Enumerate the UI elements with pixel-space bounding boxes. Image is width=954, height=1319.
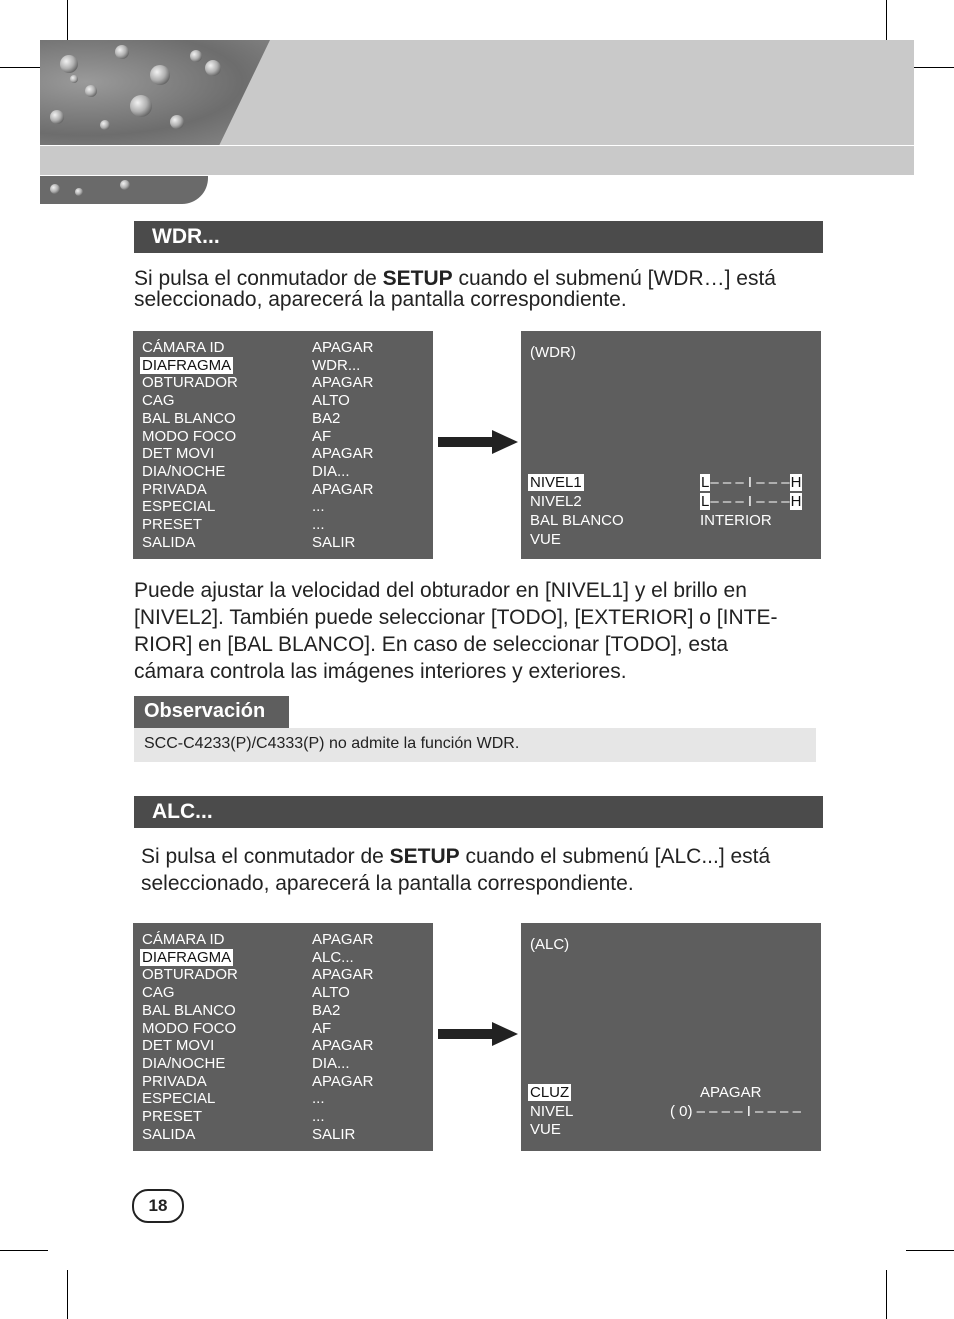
osd-main-menu-wdr bbox=[133, 331, 433, 559]
menu-item-label bbox=[142, 445, 214, 463]
menu-item-label bbox=[142, 931, 225, 949]
menu-item-label bbox=[142, 428, 236, 446]
crop-mark bbox=[67, 1270, 68, 1319]
menu-item-value: AF bbox=[312, 1019, 332, 1037]
intro-text: cuando el submenú [ALC...] está bbox=[459, 845, 771, 868]
screen-title: (WDR) bbox=[530, 344, 576, 361]
osd-main-menu-alc bbox=[133, 923, 433, 1151]
setup-keyword: SETUP bbox=[389, 845, 460, 868]
menu-item-value: APAGAR bbox=[312, 1037, 374, 1055]
menu-label-text: CÁMARA ID bbox=[142, 931, 225, 948]
slider-track: – – – I – – – bbox=[710, 474, 790, 491]
menu-item-value: SALIR bbox=[312, 533, 356, 551]
section-title: WDR... bbox=[152, 225, 220, 248]
menu-label-text: BAL BLANCO bbox=[142, 1001, 236, 1019]
menu-item-value: ... bbox=[312, 1090, 325, 1108]
menu-item-value: BA2 bbox=[312, 1001, 341, 1019]
menu-label-text: CAG bbox=[142, 392, 175, 410]
osd-wdr-screen bbox=[521, 331, 821, 559]
row-label: BAL BLANCO bbox=[530, 512, 624, 529]
menu-item-value: WDR... bbox=[312, 356, 361, 374]
menu-item-value: APAGAR bbox=[312, 374, 374, 392]
paragraph-line: RIOR] en [BAL BLANCO]. En caso de seleccionar [TODO], esta bbox=[134, 633, 729, 656]
screen-row-vue bbox=[530, 531, 561, 549]
crop-mark bbox=[0, 1250, 48, 1251]
screen-row-vue bbox=[530, 1121, 561, 1139]
slider-high-label: H bbox=[790, 474, 802, 491]
observation-title: Observación bbox=[144, 700, 266, 722]
menu-item-value: ALTO bbox=[312, 392, 350, 410]
menu-item-label bbox=[142, 984, 175, 1002]
menu-item-label bbox=[142, 481, 207, 499]
row-label: CLUZ bbox=[530, 1084, 570, 1101]
screen-row-nivel2 bbox=[530, 493, 582, 511]
menu-item-value: APAGAR bbox=[312, 1072, 374, 1090]
menu-label-text: DIAFRAGMA bbox=[142, 356, 232, 374]
menu-label-text: SALIDA bbox=[142, 533, 196, 551]
page-number: 18 bbox=[132, 1189, 184, 1223]
slider-high-label: H bbox=[790, 493, 802, 510]
menu-label-text: OBTURADOR bbox=[142, 966, 238, 984]
cluz-value: APAGAR bbox=[700, 1084, 762, 1101]
menu-label-text: DET MOVI bbox=[142, 445, 215, 463]
menu-label-text: BAL BLANCO bbox=[142, 409, 236, 427]
menu-item-value: APAGAR bbox=[312, 445, 374, 463]
menu-item-value: DIA... bbox=[312, 1054, 350, 1072]
screen-row-nivel1 bbox=[530, 474, 584, 492]
menu-item-value: ... bbox=[312, 516, 325, 533]
menu-item-label bbox=[142, 410, 236, 428]
menu-item-label bbox=[142, 392, 175, 410]
slider-track: – – – I – – – bbox=[710, 493, 790, 510]
row-label: VUE bbox=[530, 531, 561, 548]
screen-title: (ALC) bbox=[530, 936, 570, 953]
banner-divider bbox=[40, 145, 914, 146]
menu-label-text: DIA/NOCHE bbox=[142, 462, 226, 480]
menu-item-value: ... bbox=[312, 1108, 325, 1125]
menu-item-value: DIA... bbox=[312, 462, 350, 480]
menu-item-label bbox=[142, 1090, 215, 1108]
menu-item-label bbox=[142, 1055, 225, 1073]
menu-label-text: PRESET bbox=[142, 516, 203, 533]
screen-row-nivel bbox=[530, 1103, 573, 1121]
intro-text: seleccionado, aparecerá la pantalla correspondiente. bbox=[134, 288, 627, 311]
menu-item-label bbox=[142, 498, 215, 516]
section-header-alc bbox=[134, 796, 823, 828]
slider-low-label: L bbox=[701, 493, 710, 510]
section-title: ALC... bbox=[152, 800, 213, 823]
menu-item-label bbox=[142, 966, 238, 984]
menu-item-value: APAGAR bbox=[312, 931, 374, 948]
intro-text: cuando el submenú [WDR…] está bbox=[452, 267, 776, 290]
setup-keyword: SETUP bbox=[382, 267, 453, 290]
observation-text: SCC-C4233(P)/C4333(P) no admite la función WDR. bbox=[144, 735, 520, 752]
menu-item-value: APAGAR bbox=[312, 480, 374, 498]
menu-item-label bbox=[142, 339, 225, 357]
menu-label-text: MODO FOCO bbox=[142, 1019, 237, 1037]
row-label: VUE bbox=[530, 1121, 561, 1138]
menu-label-text: PRESET bbox=[142, 1108, 203, 1125]
crop-mark bbox=[906, 1250, 954, 1251]
row-label: NIVEL1 bbox=[530, 474, 582, 491]
bal-blanco-value: INTERIOR bbox=[700, 512, 772, 529]
menu-item-label bbox=[142, 949, 233, 967]
menu-label-text: DIAFRAGMA bbox=[142, 948, 232, 966]
intro-text: seleccionado, aparecerá la pantalla correspondiente. bbox=[141, 872, 634, 895]
menu-label-text: DET MOVI bbox=[142, 1037, 215, 1055]
menu-item-value: SALIR bbox=[312, 1125, 356, 1143]
crop-mark bbox=[886, 1270, 887, 1319]
menu-item-label bbox=[142, 534, 195, 552]
menu-label-text: SALIDA bbox=[142, 1125, 196, 1143]
menu-item-label bbox=[142, 1108, 202, 1126]
row-label: NIVEL2 bbox=[530, 493, 582, 510]
menu-item-value: ... bbox=[312, 498, 325, 516]
screen-row-cluz bbox=[530, 1084, 571, 1102]
slider-low-label: L bbox=[701, 474, 710, 491]
intro-text: Si pulsa el conmutador de bbox=[134, 267, 383, 290]
menu-label-text: ESPECIAL bbox=[142, 1090, 216, 1108]
nivel2-slider bbox=[700, 493, 802, 511]
arrow-right-icon bbox=[438, 1022, 518, 1046]
menu-item-value: AF bbox=[312, 427, 332, 445]
alc-intro-paragraph bbox=[141, 843, 770, 897]
menu-label-text: CAG bbox=[142, 984, 175, 1002]
menu-item-label bbox=[142, 1126, 195, 1144]
observation-box bbox=[134, 728, 816, 762]
menu-item-label bbox=[142, 1020, 236, 1038]
menu-item-value: BA2 bbox=[312, 409, 341, 427]
nivel-slider: ( 0) – – – – I – – – – bbox=[670, 1103, 801, 1120]
arrow-right-icon bbox=[438, 430, 518, 454]
menu-label-text: PRIVADA bbox=[142, 1072, 207, 1090]
row-label: NIVEL bbox=[530, 1103, 574, 1120]
screen-row-bal-blanco bbox=[530, 512, 624, 530]
nivel1-slider bbox=[700, 474, 802, 492]
menu-item-label bbox=[142, 1037, 214, 1055]
menu-label-text: OBTURADOR bbox=[142, 374, 238, 392]
wdr-intro-paragraph bbox=[134, 268, 776, 310]
menu-item-value: APAGAR bbox=[312, 966, 374, 984]
menu-item-label bbox=[142, 463, 225, 481]
menu-item-value: ALC... bbox=[312, 948, 354, 966]
menu-label-text: ESPECIAL bbox=[142, 498, 216, 516]
menu-label-text: MODO FOCO bbox=[142, 427, 237, 445]
menu-label-text: DIA/NOCHE bbox=[142, 1054, 226, 1072]
menu-item-value: ALTO bbox=[312, 984, 350, 1002]
menu-item-label bbox=[142, 374, 238, 392]
menu-label-text: CÁMARA ID bbox=[142, 339, 225, 356]
paragraph-line: Puede ajustar la velocidad del obturador en [NIVEL1] y el brillo en bbox=[134, 579, 747, 602]
water-drops-strip bbox=[40, 176, 208, 204]
paragraph-line: cámara controla las imágenes interiores y exteriores. bbox=[134, 660, 627, 683]
intro-text: Si pulsa el conmutador de bbox=[141, 845, 390, 868]
observation-tab bbox=[134, 696, 289, 728]
menu-item-label bbox=[142, 1002, 236, 1020]
menu-item-label bbox=[142, 357, 233, 375]
wdr-explanation-paragraph bbox=[134, 577, 834, 685]
osd-alc-screen bbox=[521, 923, 821, 1151]
menu-item-label bbox=[142, 1073, 207, 1091]
menu-item-label bbox=[142, 516, 202, 534]
section-header-wdr bbox=[134, 221, 823, 253]
menu-item-value: APAGAR bbox=[312, 339, 374, 356]
menu-label-text: PRIVADA bbox=[142, 480, 207, 498]
paragraph-line: [NIVEL2]. También puede seleccionar [TODO], [EXTERIOR] o [INTE- bbox=[134, 606, 778, 629]
